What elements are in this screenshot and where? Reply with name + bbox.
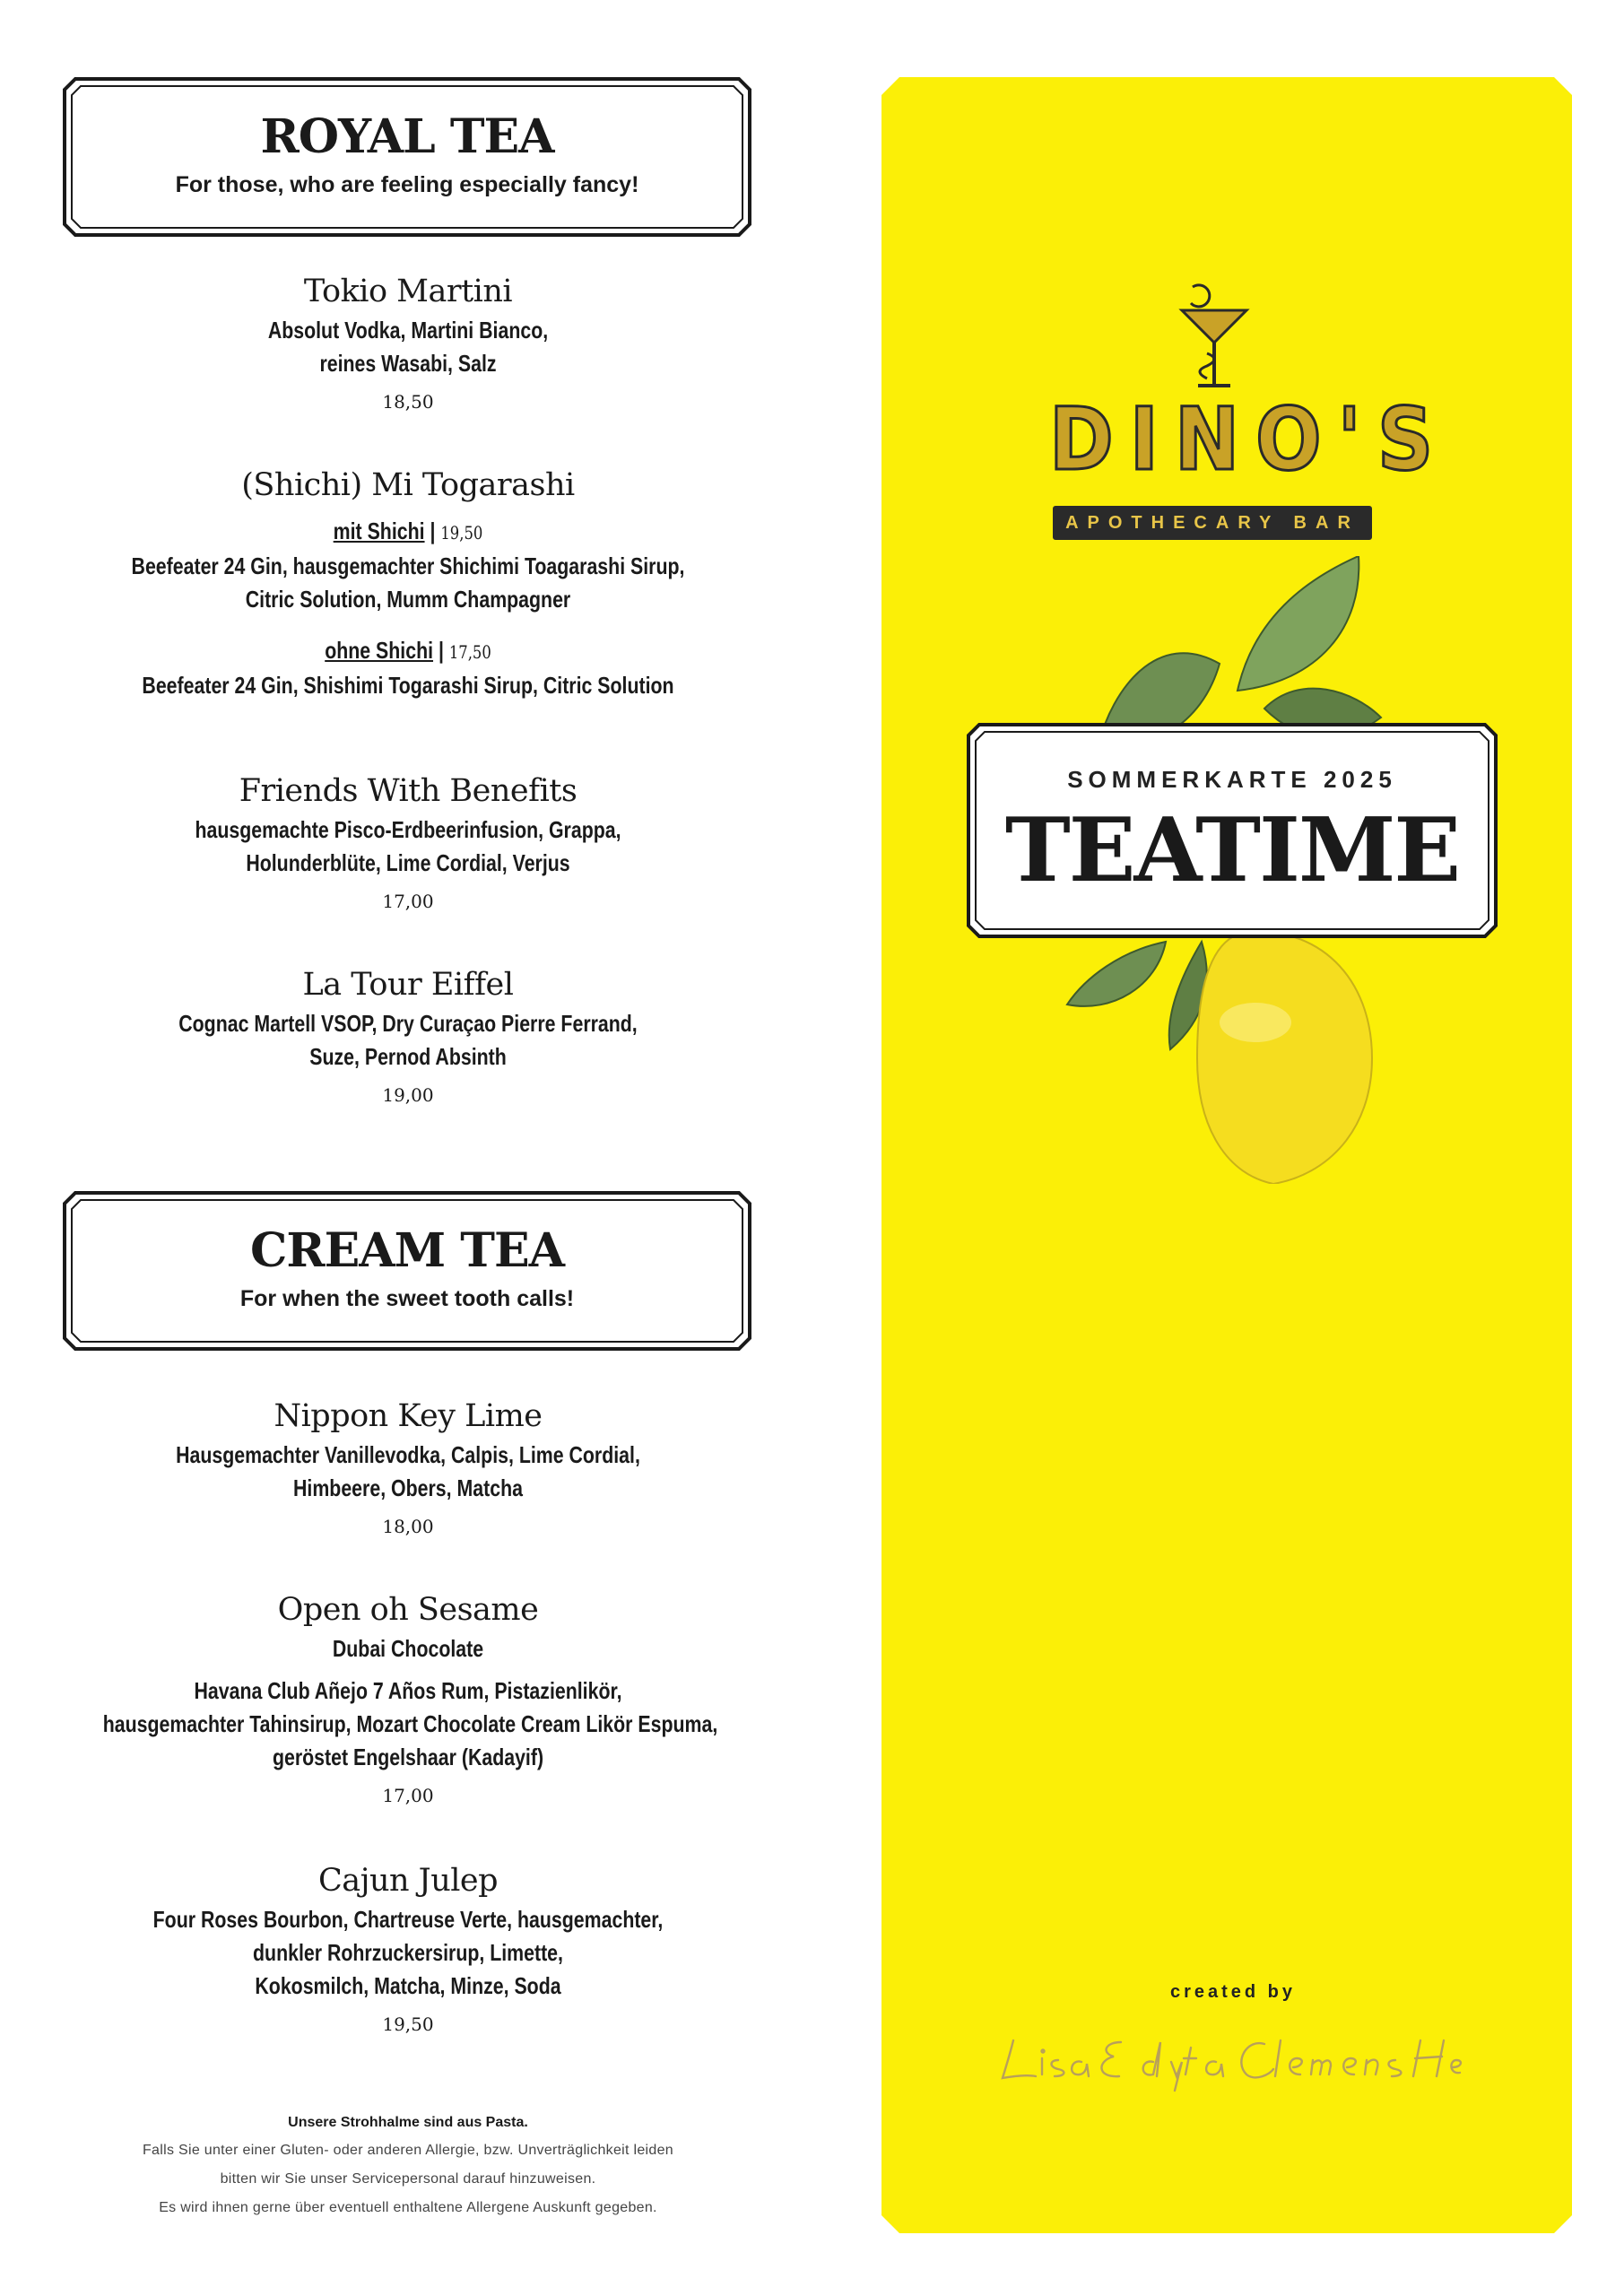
option-price: 19,50: [440, 522, 483, 544]
menu-item: [36, 1394, 780, 1548]
option-price: 17,50: [448, 641, 491, 663]
item-description: Havana Club Añejo 7 Años Rum, Pistazienlikör,: [194, 1677, 622, 1704]
item-name: Friends With Benefits: [239, 773, 578, 809]
created-by-label: created by: [1169, 1982, 1297, 2002]
option-name: ohne Shichi: [325, 637, 434, 664]
handwritten-signature: [995, 2022, 1471, 2094]
cream-tea-header: [63, 1191, 751, 1351]
cream-tea-title: CREAM TEA: [250, 1223, 564, 1278]
item-description: Absolut Vodka, Martini Bianco,: [267, 317, 549, 344]
cocktail-glass-icon: [1049, 278, 1372, 395]
item-subtitle: Dubai Chocolate: [332, 1635, 484, 1662]
season-kicker: SOMMERKARTE 2025: [1067, 766, 1397, 793]
logo-band: [1053, 506, 1372, 540]
menu-item: [36, 1858, 780, 2046]
item-price: 19,00: [382, 1084, 434, 1106]
item-description: Cognac Martell VSOP, Dry Curaçao Pierre Ferrand,: [178, 1010, 638, 1037]
menu-item: [36, 463, 780, 702]
menu-item: [36, 769, 780, 923]
item-name: La Tour Eiffel: [302, 967, 514, 1003]
item-description: hausgemachter Tahinsirup, Mozart Chocolate Cream Likör Espuma,: [102, 1710, 718, 1737]
logo-wordmark: DINO'S: [1049, 389, 1450, 490]
item-description: Holunderblüte, Lime Cordial, Verjus: [246, 849, 570, 876]
item-name: Tokio Martini: [303, 274, 513, 309]
item-description: reines Wasabi, Salz: [319, 350, 497, 377]
item-description: Citric Solution, Mumm Champagner: [245, 586, 571, 613]
item-price: 18,00: [382, 1516, 434, 1537]
cream-tea-subtitle: For when the sweet tooth calls!: [239, 1286, 575, 1311]
item-name: Cajun Julep: [317, 1863, 499, 1899]
item-description: Four Roses Bourbon, Chartreuse Verte, hausgemachter,: [152, 1906, 664, 1933]
option-label: ohne Shichi | 17,50: [325, 637, 491, 664]
item-name: (Shichi) Mi Togarashi: [241, 467, 575, 503]
item-name: Open oh Sesame: [277, 1592, 539, 1628]
menu-item: [36, 269, 780, 423]
item-description: Suze, Pernod Absinth: [309, 1043, 507, 1070]
item-description: Hausgemachter Vanillevodka, Calpis, Lime Cordial,: [176, 1441, 640, 1468]
item-description: Beefeater 24 Gin, hausgemachter Shichimi Toagarashi Sirup,: [131, 552, 685, 579]
menu-item: [36, 1587, 780, 1817]
item-description: dunkler Rohrzuckersirup, Limette,: [253, 1939, 563, 1966]
teatime-title: TEATIME: [1004, 799, 1460, 902]
item-name: Nippon Key Lime: [274, 1398, 543, 1434]
option-label: mit Shichi | 19,50: [333, 517, 483, 544]
item-price: 17,00: [382, 1785, 434, 1806]
dinos-logo: [1049, 278, 1450, 538]
allergy-footer: [36, 2109, 780, 2222]
footer-straw-note: Unsere Strohhalme sind aus Pasta.: [288, 2115, 528, 2130]
logo-tagline: APOTHECARY BAR: [1065, 513, 1359, 533]
royal-tea-header: [63, 77, 751, 237]
item-price: 18,50: [382, 391, 434, 413]
menu-item: [36, 962, 780, 1117]
footer-line: Es wird ihnen gerne über eventuell enthaltene Allergene Auskunft gegeben.: [159, 2200, 657, 2215]
item-price: 19,50: [382, 2013, 434, 2035]
royal-tea-subtitle: For those, who are feeling especially fancy!: [175, 172, 639, 197]
item-description: Beefeater 24 Gin, Shishimi Togarashi Sirup, Citric Solution: [142, 672, 674, 699]
item-description: geröstet Engelshaar (Kadayif): [272, 1744, 544, 1770]
royal-tea-title: ROYAL TEA: [260, 109, 554, 164]
item-price: 17,00: [382, 891, 434, 912]
footer-line: bitten wir Sie unser Servicepersonal darauf hinzuweisen.: [220, 2171, 596, 2187]
footer-line: Falls Sie unter einer Gluten- oder anderen Allergie, bzw. Unverträglichkeit leiden: [142, 2143, 673, 2158]
item-description: Himbeere, Obers, Matcha: [293, 1474, 523, 1501]
teatime-title-box: [967, 723, 1498, 938]
item-description: Kokosmilch, Matcha, Minze, Soda: [255, 1972, 561, 1999]
option-name: mit Shichi: [333, 517, 425, 544]
item-description: hausgemachte Pisco-Erdbeerinfusion, Grappa,: [195, 816, 621, 843]
